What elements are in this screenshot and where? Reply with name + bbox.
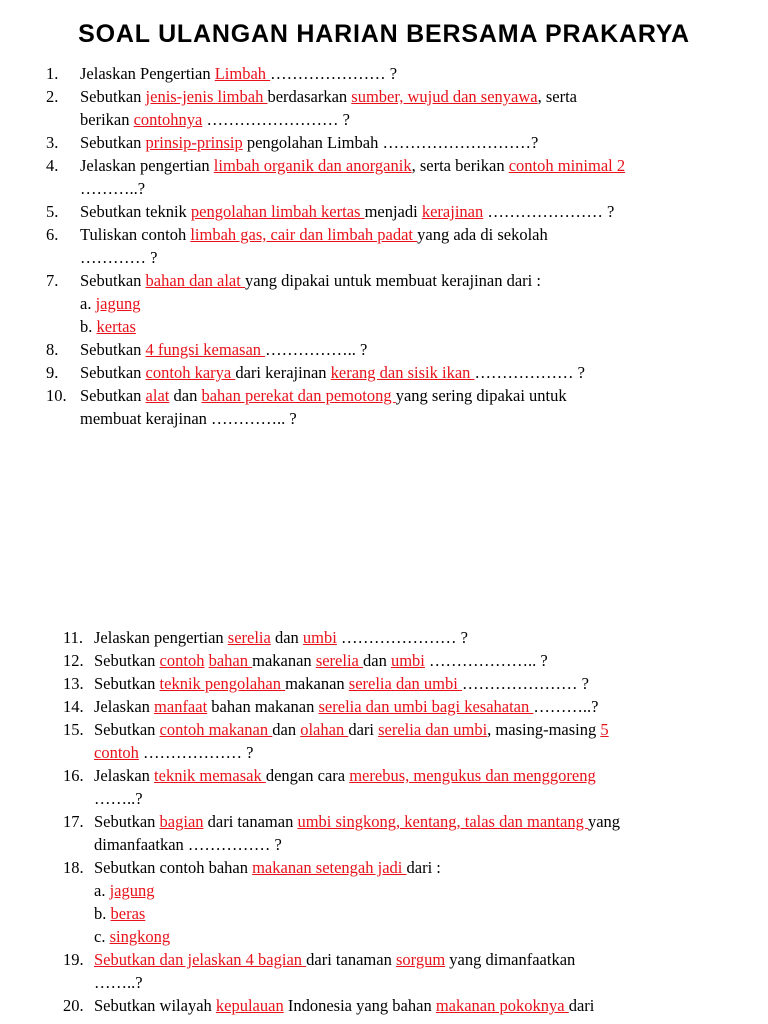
- highlighted-keyword: bagian: [159, 812, 204, 831]
- question-text: [94, 650, 548, 672]
- question-number: 3.: [46, 133, 59, 152]
- question-number: 6.: [46, 225, 59, 244]
- question-text-segment: ………… ?: [80, 248, 158, 267]
- highlighted-keyword: limbah organik dan anorganik: [213, 156, 412, 175]
- question-text-segment: ……………….. ?: [424, 651, 548, 670]
- question-text-segment: bahan makanan: [207, 697, 319, 716]
- question-text: [94, 811, 620, 833]
- question-text: [94, 696, 598, 718]
- question-number: 12.: [63, 651, 84, 670]
- question-text: [80, 270, 541, 292]
- question-text: [94, 765, 596, 787]
- question-text-segment: Sebutkan: [80, 340, 146, 359]
- question-text-segment: ……………… ?: [138, 743, 254, 762]
- highlighted-keyword: umbi: [390, 651, 425, 670]
- highlighted-keyword: serelia dan umbi: [378, 720, 488, 739]
- question-text: [94, 788, 143, 810]
- question-text-segment: Jelaskan Pengertian: [80, 64, 215, 83]
- question-text: [94, 834, 282, 856]
- question-text: [94, 857, 441, 879]
- question-text-segment: berikan: [80, 110, 134, 129]
- question-text: [94, 995, 594, 1017]
- question-text-segment: Sebutkan: [80, 87, 146, 106]
- highlighted-keyword: bahan perekat dan pemotong: [201, 386, 396, 405]
- question-text-segment: Jelaskan pengertian: [94, 628, 228, 647]
- highlighted-keyword: sorgum: [395, 950, 446, 969]
- highlighted-keyword: alat: [145, 386, 170, 405]
- question-text: [94, 949, 575, 971]
- question-number: 8.: [46, 340, 59, 359]
- question-text-segment: Jelaskan: [94, 766, 155, 785]
- question-number: 13.: [63, 674, 84, 693]
- question-text-segment: dari: [568, 996, 595, 1015]
- question-text-segment: ………………… ?: [270, 64, 398, 83]
- highlighted-keyword: pengolahan limbah kertas: [190, 202, 365, 221]
- question-text-segment: , masing-masing: [487, 720, 601, 739]
- question-text-segment: Sebutkan teknik: [80, 202, 191, 221]
- question-text: [94, 972, 143, 994]
- question-text: [94, 719, 609, 741]
- highlighted-keyword: 4 fungsi kemasan: [145, 340, 266, 359]
- question-number: 9.: [46, 363, 59, 382]
- highlighted-keyword: makanan pokoknya: [435, 996, 569, 1015]
- highlighted-keyword: umbi: [302, 628, 337, 647]
- highlighted-keyword: bahan: [208, 651, 253, 670]
- question-text: [80, 86, 577, 108]
- question-text-segment: dimanfaatkan …………… ?: [94, 835, 282, 854]
- question-text: [80, 63, 397, 85]
- question-text-segment: berdasarkan: [267, 87, 352, 106]
- highlighted-keyword: contoh minimal 2: [508, 156, 626, 175]
- highlighted-keyword: Limbah: [214, 64, 271, 83]
- question-text: [94, 742, 254, 764]
- highlighted-keyword: singkong: [109, 927, 171, 946]
- question-text: [80, 155, 625, 177]
- question-text-segment: dari tanaman: [203, 812, 298, 831]
- question-text-segment: ………………… ?: [461, 674, 589, 693]
- question-text-segment: menjadi: [364, 202, 422, 221]
- question-text-segment: Sebutkan: [80, 386, 146, 405]
- question-text-segment: yang ada di sekolah: [417, 225, 548, 244]
- question-number: 10.: [46, 386, 67, 405]
- question-text-segment: dan: [270, 628, 303, 647]
- question-text-segment: membuat kerajinan ………….. ?: [80, 409, 297, 428]
- question-text-segment: Indonesia yang bahan: [283, 996, 436, 1015]
- question-text-segment: b.: [80, 317, 97, 336]
- question-text-segment: Sebutkan: [80, 363, 146, 382]
- question-text-segment: Sebutkan: [94, 651, 160, 670]
- highlighted-keyword: manfaat: [154, 697, 208, 716]
- question-text-segment: Sebutkan: [80, 271, 146, 290]
- question-number: 16.: [63, 766, 84, 785]
- highlighted-keyword: jagung: [109, 881, 155, 900]
- question-text-segment: Sebutkan: [94, 812, 160, 831]
- highlighted-keyword: makanan setengah jadi: [252, 858, 407, 877]
- question-text-segment: a.: [80, 294, 96, 313]
- highlighted-keyword: olahan: [300, 720, 349, 739]
- question-text-segment: Sebutkan: [94, 720, 160, 739]
- question-text: [94, 627, 468, 649]
- question-text-segment: Jelaskan pengertian: [80, 156, 214, 175]
- question-text-segment: …………………… ?: [202, 110, 350, 129]
- question-text-segment: pengolahan Limbah ………………………?: [242, 133, 539, 152]
- question-text: [80, 247, 157, 269]
- question-text-segment: ……………… ?: [474, 363, 585, 382]
- question-text: [80, 408, 297, 430]
- question-text-segment: yang dimanfaatkan: [445, 950, 576, 969]
- highlighted-keyword: serelia dan umbi: [348, 674, 462, 693]
- highlighted-keyword: jagung: [95, 294, 141, 313]
- highlighted-keyword: prinsip-prinsip: [145, 133, 243, 152]
- question-text-segment: dan: [169, 386, 202, 405]
- question-text: [94, 903, 145, 925]
- highlighted-keyword: 5: [600, 720, 609, 739]
- question-text-segment: …………….. ?: [265, 340, 368, 359]
- question-text: [80, 109, 350, 131]
- highlighted-keyword: limbah gas, cair dan limbah padat: [190, 225, 418, 244]
- question-text-segment: , serta berikan: [411, 156, 509, 175]
- question-text-segment: Sebutkan: [94, 674, 160, 693]
- highlighted-keyword: serelia dan umbi bagi kesahatan: [318, 697, 534, 716]
- page-title: SOAL ULANGAN HARIAN BERSAMA PRAKARYA: [78, 20, 690, 48]
- question-text-segment: ……..?: [94, 789, 143, 808]
- highlighted-keyword: contoh makanan: [159, 720, 273, 739]
- question-text-segment: dari :: [406, 858, 441, 877]
- highlighted-keyword: merebus, mengukus dan menggoreng: [349, 766, 596, 785]
- highlighted-keyword: kepulauan: [215, 996, 284, 1015]
- question-number: 1.: [46, 64, 59, 83]
- question-text: [80, 316, 136, 338]
- highlighted-keyword: Sebutkan dan jelaskan 4 bagian: [94, 950, 307, 969]
- question-text: [80, 385, 567, 407]
- highlighted-keyword: bahan dan alat: [145, 271, 245, 290]
- question-text-segment: , serta: [537, 87, 577, 106]
- highlighted-keyword: serelia: [315, 651, 363, 670]
- question-text-segment: Sebutkan contoh bahan: [94, 858, 253, 877]
- question-text-segment: Jelaskan: [94, 697, 155, 716]
- question-number: 15.: [63, 720, 84, 739]
- highlighted-keyword: jenis-jenis limbah: [145, 87, 268, 106]
- question-number: 19.: [63, 950, 84, 969]
- question-text-segment: dari: [348, 720, 379, 739]
- question-text-segment: b.: [94, 904, 111, 923]
- question-number: 17.: [63, 812, 84, 831]
- question-text-segment: yang dipakai untuk membuat kerajinan dari :: [244, 271, 541, 290]
- question-text: [94, 926, 170, 948]
- question-number: 18.: [63, 858, 84, 877]
- highlighted-keyword: sumber, wujud dan senyawa: [351, 87, 538, 106]
- question-text: [80, 178, 145, 200]
- question-text: [80, 339, 367, 361]
- question-text-segment: Sebutkan wilayah: [94, 996, 216, 1015]
- question-text-segment: Tuliskan contoh: [80, 225, 191, 244]
- question-number: 11.: [63, 628, 84, 647]
- question-text: [94, 673, 589, 695]
- question-number: 2.: [46, 87, 59, 106]
- question-text-segment: Sebutkan: [80, 133, 146, 152]
- question-text-segment: dan: [272, 720, 301, 739]
- highlighted-keyword: beras: [110, 904, 146, 923]
- highlighted-keyword: serelia: [227, 628, 271, 647]
- question-text: [94, 880, 155, 902]
- question-text-segment: makanan: [285, 674, 349, 693]
- question-text-segment: ………………… ?: [483, 202, 615, 221]
- highlighted-keyword: kerang dan sisik ikan: [330, 363, 475, 382]
- question-text: [80, 132, 538, 154]
- question-text-segment: dari kerajinan: [235, 363, 331, 382]
- highlighted-keyword: teknik pengolahan: [159, 674, 286, 693]
- question-text: [80, 224, 548, 246]
- question-text: [80, 362, 585, 384]
- highlighted-keyword: contohnya: [133, 110, 203, 129]
- question-text-segment: ………..?: [80, 179, 146, 198]
- question-text-segment: dengan cara: [265, 766, 350, 785]
- highlighted-keyword: contoh: [94, 743, 139, 762]
- question-text-segment: yang sering dipakai untuk: [395, 386, 567, 405]
- highlighted-keyword: contoh: [159, 651, 205, 670]
- question-text: [80, 293, 141, 315]
- question-text: [80, 201, 614, 223]
- question-text-segment: a.: [94, 881, 110, 900]
- question-text-segment: dan: [363, 651, 391, 670]
- question-number: 14.: [63, 697, 84, 716]
- question-text-segment: ………..?: [533, 697, 599, 716]
- question-number: 5.: [46, 202, 59, 221]
- highlighted-keyword: kertas: [96, 317, 136, 336]
- question-text-segment: yang: [587, 812, 621, 831]
- highlighted-keyword: kerajinan: [421, 202, 484, 221]
- highlighted-keyword: teknik memasak: [154, 766, 266, 785]
- question-text-segment: ………………… ?: [336, 628, 468, 647]
- question-number: 7.: [46, 271, 59, 290]
- highlighted-keyword: contoh karya: [145, 363, 236, 382]
- question-number: 4.: [46, 156, 59, 175]
- question-text-segment: c.: [94, 927, 110, 946]
- question-text-segment: dari tanaman: [306, 950, 396, 969]
- question-text-segment: makanan: [252, 651, 316, 670]
- question-text-segment: ……..?: [94, 973, 143, 992]
- question-number: 20.: [63, 996, 84, 1015]
- highlighted-keyword: umbi singkong, kentang, talas dan mantang: [297, 812, 588, 831]
